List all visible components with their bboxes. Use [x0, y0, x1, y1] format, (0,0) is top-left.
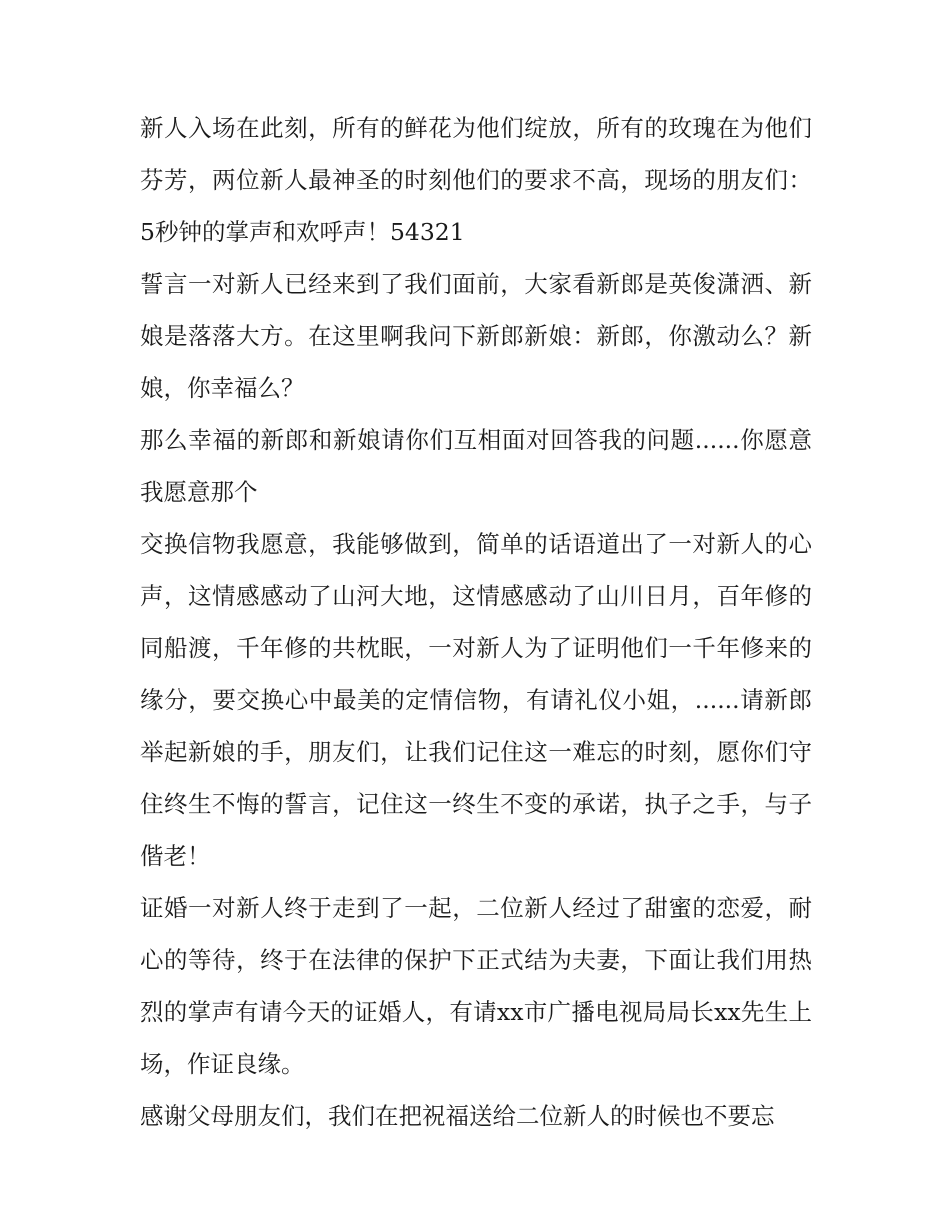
paragraph-questions: 那么幸福的新郎和新娘请你们互相面对回答我的问题......你愿意我愿意那个 [140, 426, 812, 506]
paragraph-vows: 誓言一对新人已经来到了我们面前，大家看新郎是英俊潇洒、新娘是落落大方。在这里啊我问下新郎新娘：新郎，你激动么？新娘，你幸福么？ [140, 270, 812, 402]
paragraph-witness: 证婚一对新人终于走到了一起，二位新人经过了甜蜜的恋爱，耐心的等待，终于在法律的保护下正式结为夫妻，下面让我们用热烈的掌声有请今天的证婚人，有请xx市广播电视局局长xx先生上场，作证良缘。 [140, 894, 812, 1078]
paragraph-ring-exchange: 交换信物我愿意，我能够做到，简单的话语道出了一对新人的心声，这情感感动了山河大地，这情感感动了山川日月，百年修的同船渡，千年修的共枕眠，一对新人为了证明他们一千年修来的缘分，要交换心中最美的定情信物，有请礼仪小姐，......请新郎举起新娘的手，朋友们，让我们记住这一难忘的时刻，愿你们守住终生不悔的誓言，记住这一终生不变的承诺，执子之手，与子偕老！ [140, 530, 812, 870]
paragraph-entrance: 新人入场在此刻，所有的鲜花为他们绽放，所有的玫瑰在为他们芬芳，两位新人最神圣的时刻他们的要求不高，现场的朋友们：5秒钟的掌声和欢呼声！54321 [140, 114, 812, 246]
paragraph-thanks-parents: 感谢父母朋友们，我们在把祝福送给二位新人的时候也不要忘 [140, 1102, 775, 1130]
document-body [140, 102, 812, 1142]
